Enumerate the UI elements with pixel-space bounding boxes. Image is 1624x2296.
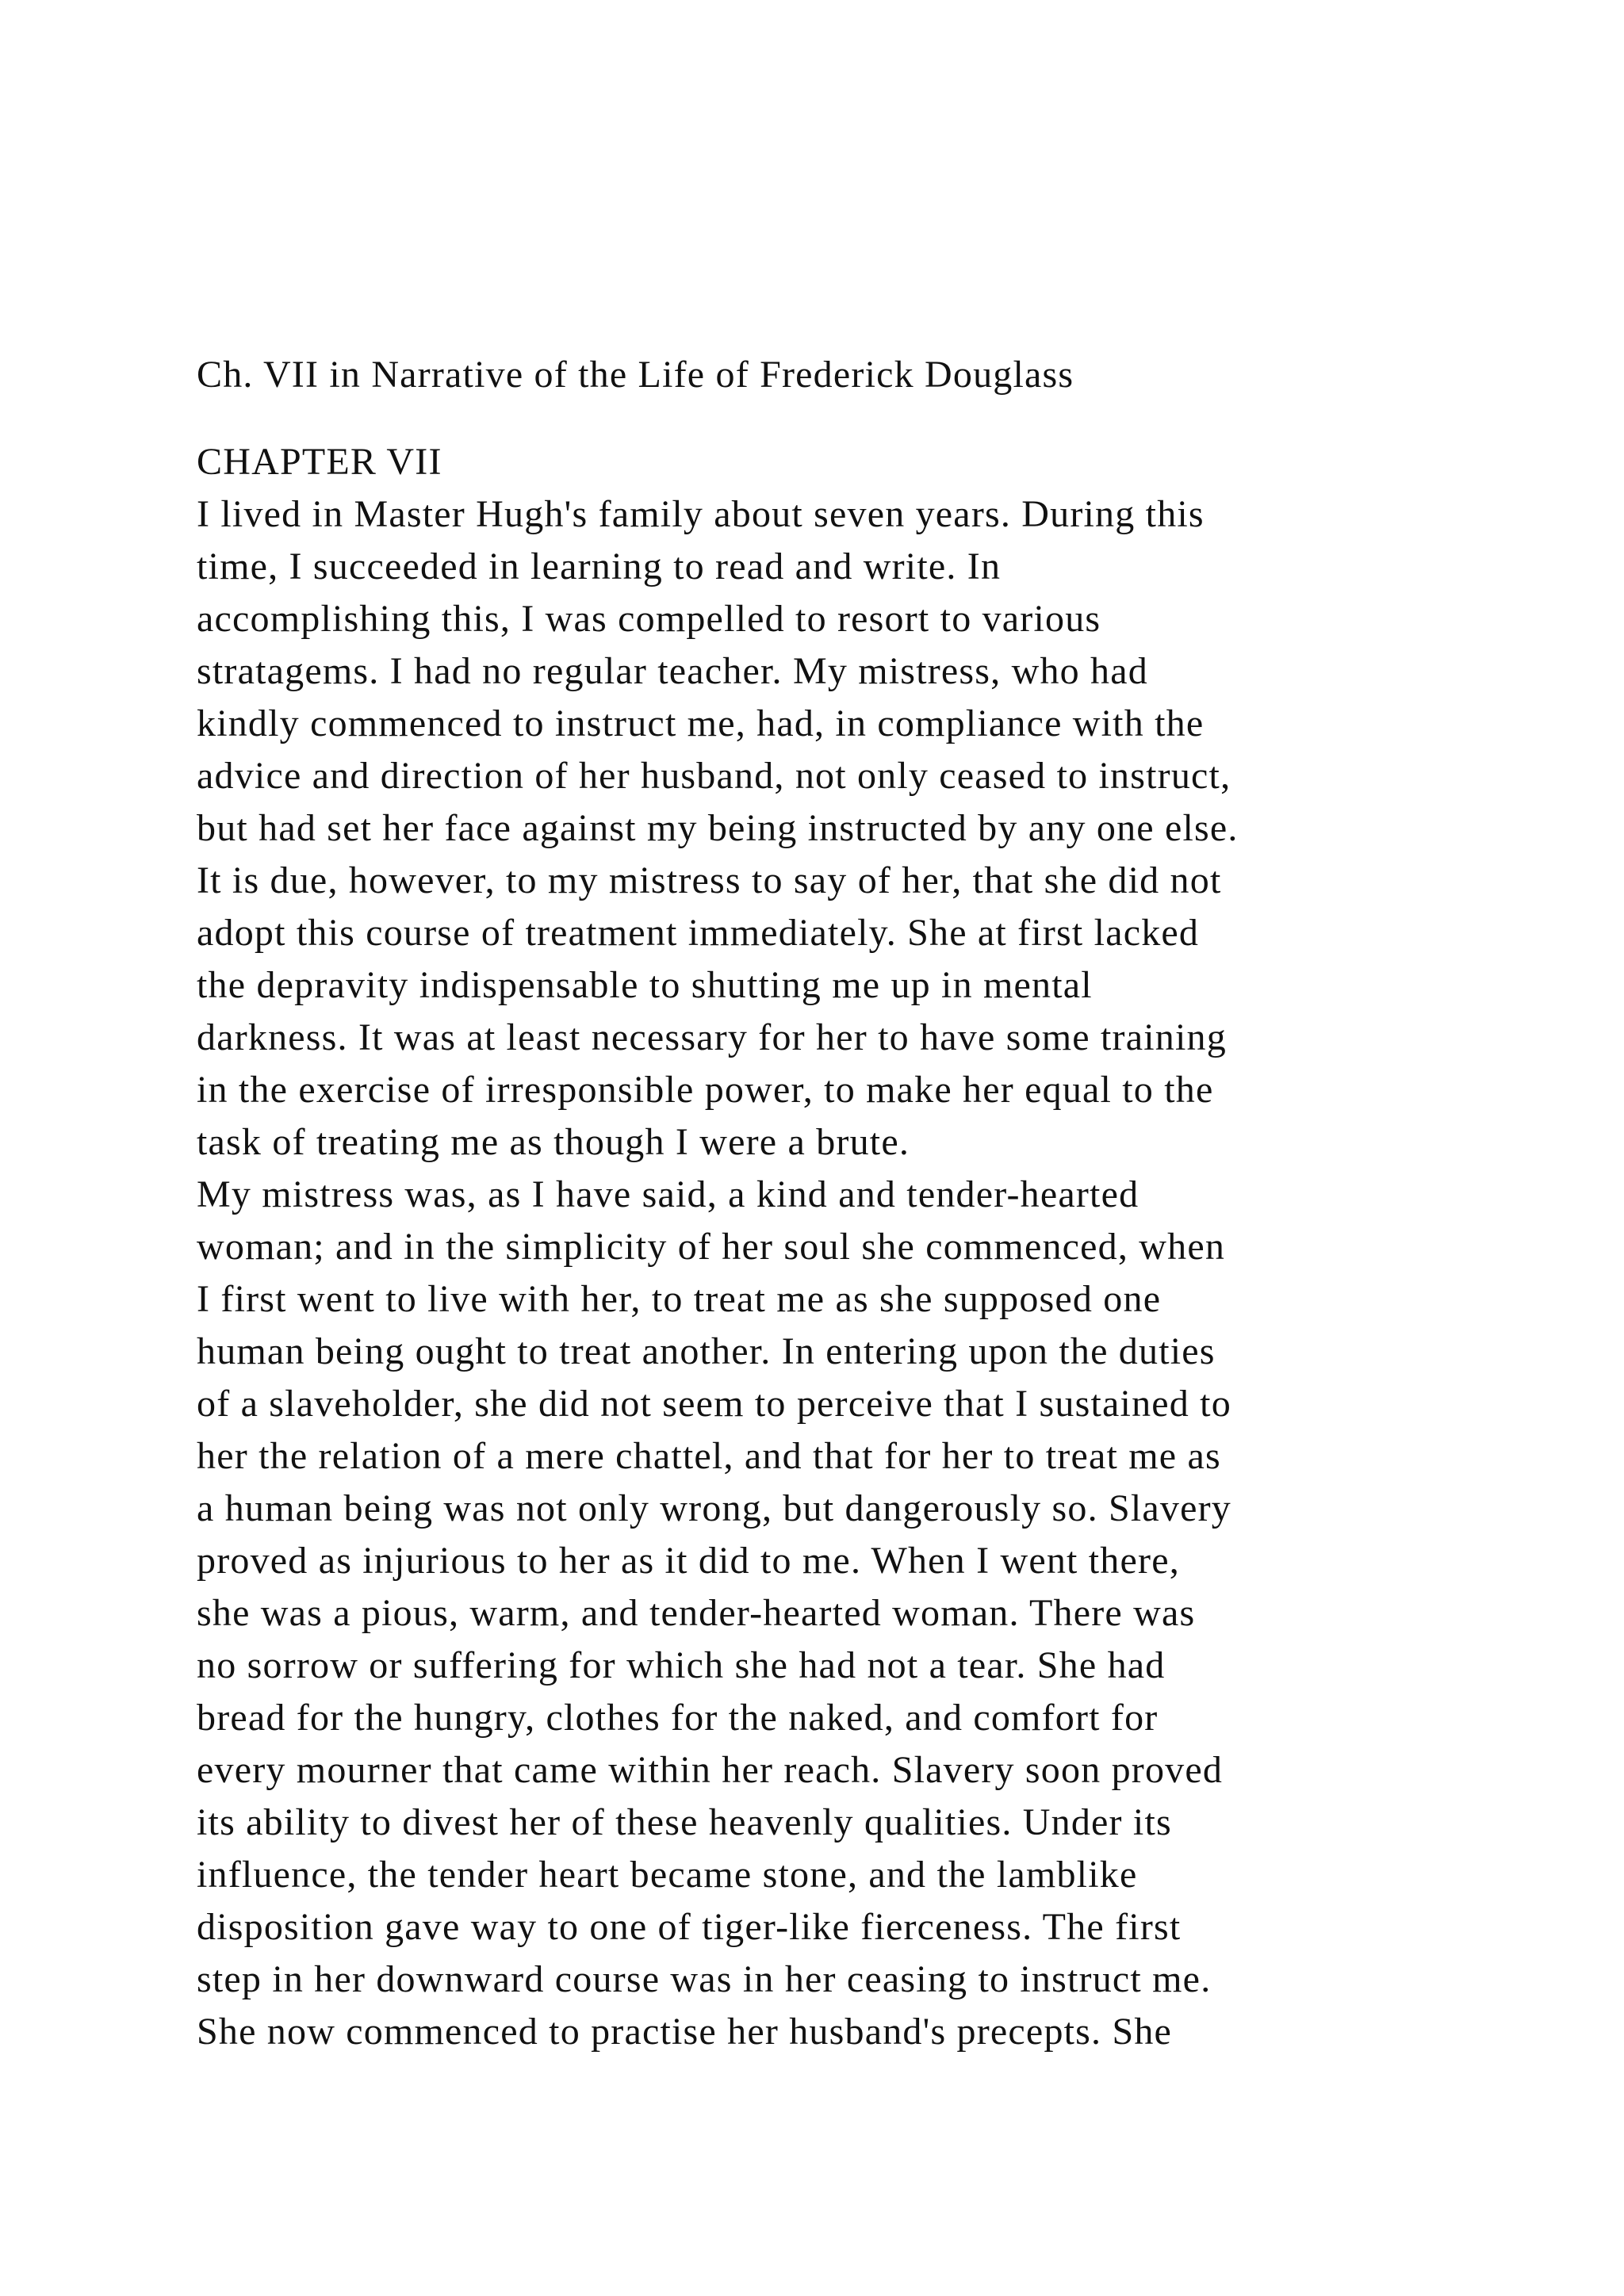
text-line: I lived in Master Hugh's family about seven years. During this (197, 493, 1205, 535)
text-line: its ability to divest her of these heavenly qualities. Under its (197, 1801, 1172, 1843)
text-line: of a slaveholder, she did not seem to perceive that I sustained to (197, 1383, 1231, 1425)
text-line: human being ought to treat another. In entering upon the duties (197, 1330, 1216, 1372)
chapter-heading: CHAPTER VII (197, 441, 442, 483)
text-line: disposition gave way to one of tiger-like fierceness. The first (197, 1906, 1182, 1948)
text-line: in the exercise of irresponsible power, to make her equal to the (197, 1069, 1214, 1111)
text-line: the depravity indispensable to shutting me up in mental (197, 964, 1093, 1006)
text-line: accomplishing this, I was compelled to resort to various (197, 598, 1101, 640)
text-line: but had set her face against my being instructed by any one else. (197, 807, 1239, 849)
text-line: bread for the hungry, clothes for the naked, and comfort for (197, 1697, 1159, 1739)
document-text (197, 349, 1545, 2058)
text-line: It is due, however, to my mistress to say of her, that she did not (197, 859, 1222, 901)
text-line: kindly commenced to instruct me, had, in compliance with the (197, 702, 1205, 744)
text-line: her the relation of a mere chattel, and that for her to treat me as (197, 1435, 1221, 1477)
text-line: My mistress was, as I have said, a kind and tender-hearted (197, 1173, 1139, 1215)
text-line: darkness. It was at least necessary for her to have some training (197, 1016, 1227, 1058)
text-line: she was a pious, warm, and tender-hearted woman. There was (197, 1592, 1196, 1634)
text-line: every mourner that came within her reach. Slavery soon proved (197, 1749, 1224, 1791)
document-title: Ch. VII in Narrative of the Life of Frederick Douglass (197, 354, 1074, 396)
text-line: stratagems. I had no regular teacher. My mistress, who had (197, 650, 1148, 692)
text-line: task of treating me as though I were a brute. (197, 1121, 910, 1163)
text-line: step in her downward course was in her ceasing to instruct me. (197, 1958, 1212, 2000)
text-line: I first went to live with her, to treat me as she supposed one (197, 1278, 1162, 1320)
text-line: time, I succeeded in learning to read and write. In (197, 545, 1002, 587)
text-line: advice and direction of her husband, not only ceased to instruct, (197, 755, 1231, 797)
text-line: a human being was not only wrong, but dangerously so. Slavery (197, 1487, 1232, 1529)
text-line: no sorrow or suffering for which she had not a tear. She had (197, 1644, 1166, 1686)
text-line: She now commenced to practise her husband's precepts. She (197, 2011, 1173, 2053)
text-line: influence, the tender heart became stone, and the lamblike (197, 1854, 1138, 1896)
text-line: woman; and in the simplicity of her soul she commenced, when (197, 1226, 1226, 1268)
text-line: adopt this course of treatment immediately. She at first lacked (197, 912, 1200, 954)
text-line: proved as injurious to her as it did to me. When I went there, (197, 1540, 1180, 1582)
